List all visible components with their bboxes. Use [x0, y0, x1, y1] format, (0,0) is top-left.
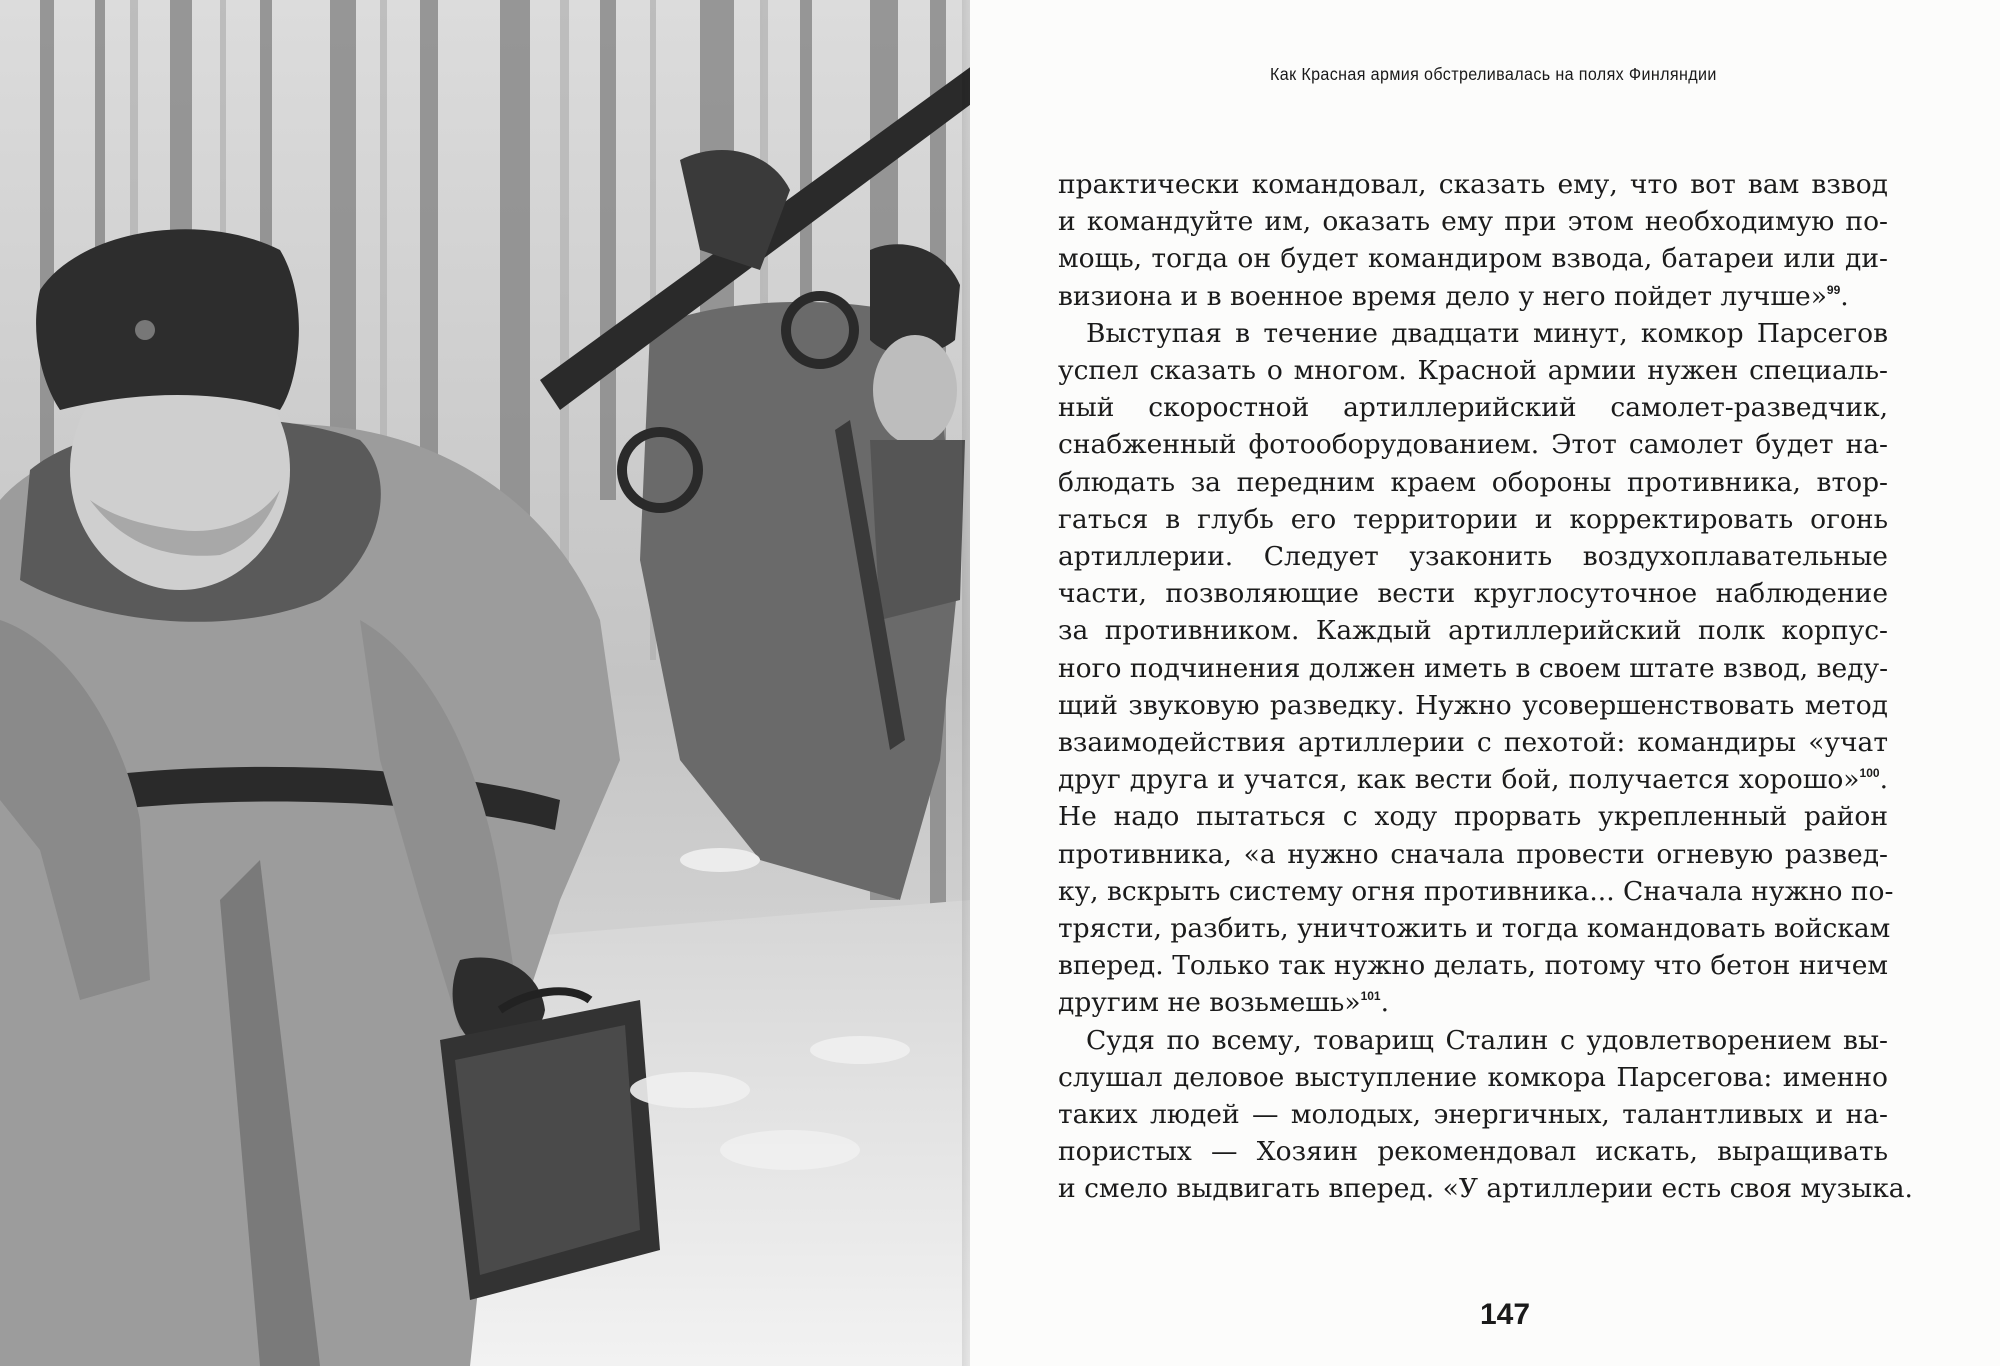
paragraph-start: Судя по всему, товарищ Сталин с удовлетворением вы- [1086, 1024, 1888, 1056]
text-line: ного подчинения должен иметь в своем штате взвод, веду- [1058, 652, 1889, 684]
footnote-ref: 99 [1826, 282, 1841, 297]
text-line: ку, вскрыть систему огня противника... Сначала нужно по- [1058, 875, 1894, 907]
running-head: Как Красная армия обстреливалась на полях Финляндии [1270, 64, 1717, 84]
text-line: и командуйте им, оказать ему при этом необходимую по- [1058, 206, 1888, 238]
text-line: трясти, разбить, уничтожить и тогда командовать войскам [1058, 913, 1891, 945]
page-number: 147 [1479, 1298, 1531, 1331]
paragraph-start: Выступая в течение двадцати минут, комкор Парсегов [1086, 317, 1888, 349]
text-line: артиллерии. Следует узаконить воздухоплавательные [1058, 541, 1888, 573]
text-line: другим не возьмешь»$^{101}$. [1058, 987, 1390, 1019]
text-line: снабженный фотооборудованием. Этот самолет будет на- [1058, 429, 1888, 461]
text-line: слушал деловое выступление комкора Парсегова: именно [1058, 1061, 1888, 1093]
text-line: Не надо пытаться с ходу прорвать укрепленный район [1058, 801, 1888, 833]
footnote-ref: 100 [1859, 766, 1880, 781]
text-line: таких людей — молодых, энергичных, талантливых и на- [1058, 1099, 1888, 1131]
text-line: части, позволяющие вести круглосуточное наблюдение [1058, 578, 1888, 610]
text-line: противника, «а нужно сначала провести огневую развед- [1058, 838, 1888, 870]
text-line: мощь, тогда он будет командиром взвода, батареи или ди- [1058, 243, 1888, 275]
text-line: гаться в глубь его территории и корректировать огонь [1058, 503, 1888, 535]
text-line: ный скоростной артиллерийский самолет-разведчик, [1058, 392, 1888, 424]
text-page [970, 0, 2000, 1366]
text-line: блюдать за передним краем обороны противника, втор- [1058, 466, 1888, 498]
text-line: практически командовал, сказать ему, что вот вам взвод [1058, 169, 1888, 200]
footnote-ref: 101 [1360, 989, 1381, 1004]
wartime-photo [0, 0, 970, 1366]
text-line: за противником. Каждый артиллерийский полк корпус- [1058, 615, 1888, 647]
text-line: пористых — Хозяин рекомендовал искать, выращивать [1058, 1136, 1888, 1168]
text-line: визиона и в военное время дело у него пойдет лучше»$^{99}$. [1058, 280, 1849, 312]
photo-icon [0, 0, 970, 1366]
text-line: и смело выдвигать вперед. «У артиллерии есть своя музыка. [1058, 1173, 1913, 1205]
text-line: взаимодействия артиллерии с пехотой: командиры «учат [1058, 727, 1888, 759]
text-line: успел сказать о многом. Красной армии нужен специаль- [1058, 355, 1888, 387]
text-line: щий звуковую разведку. Нужно усовершенствовать метод [1058, 689, 1888, 721]
body-text [1058, 166, 1913, 1208]
text-line: друг друга и учатся, как вести бой, получается хорошо»$^{100}$. [1058, 764, 1888, 796]
text-line: вперед. Только так нужно делать, потому что бетон ничем [1058, 950, 1888, 982]
